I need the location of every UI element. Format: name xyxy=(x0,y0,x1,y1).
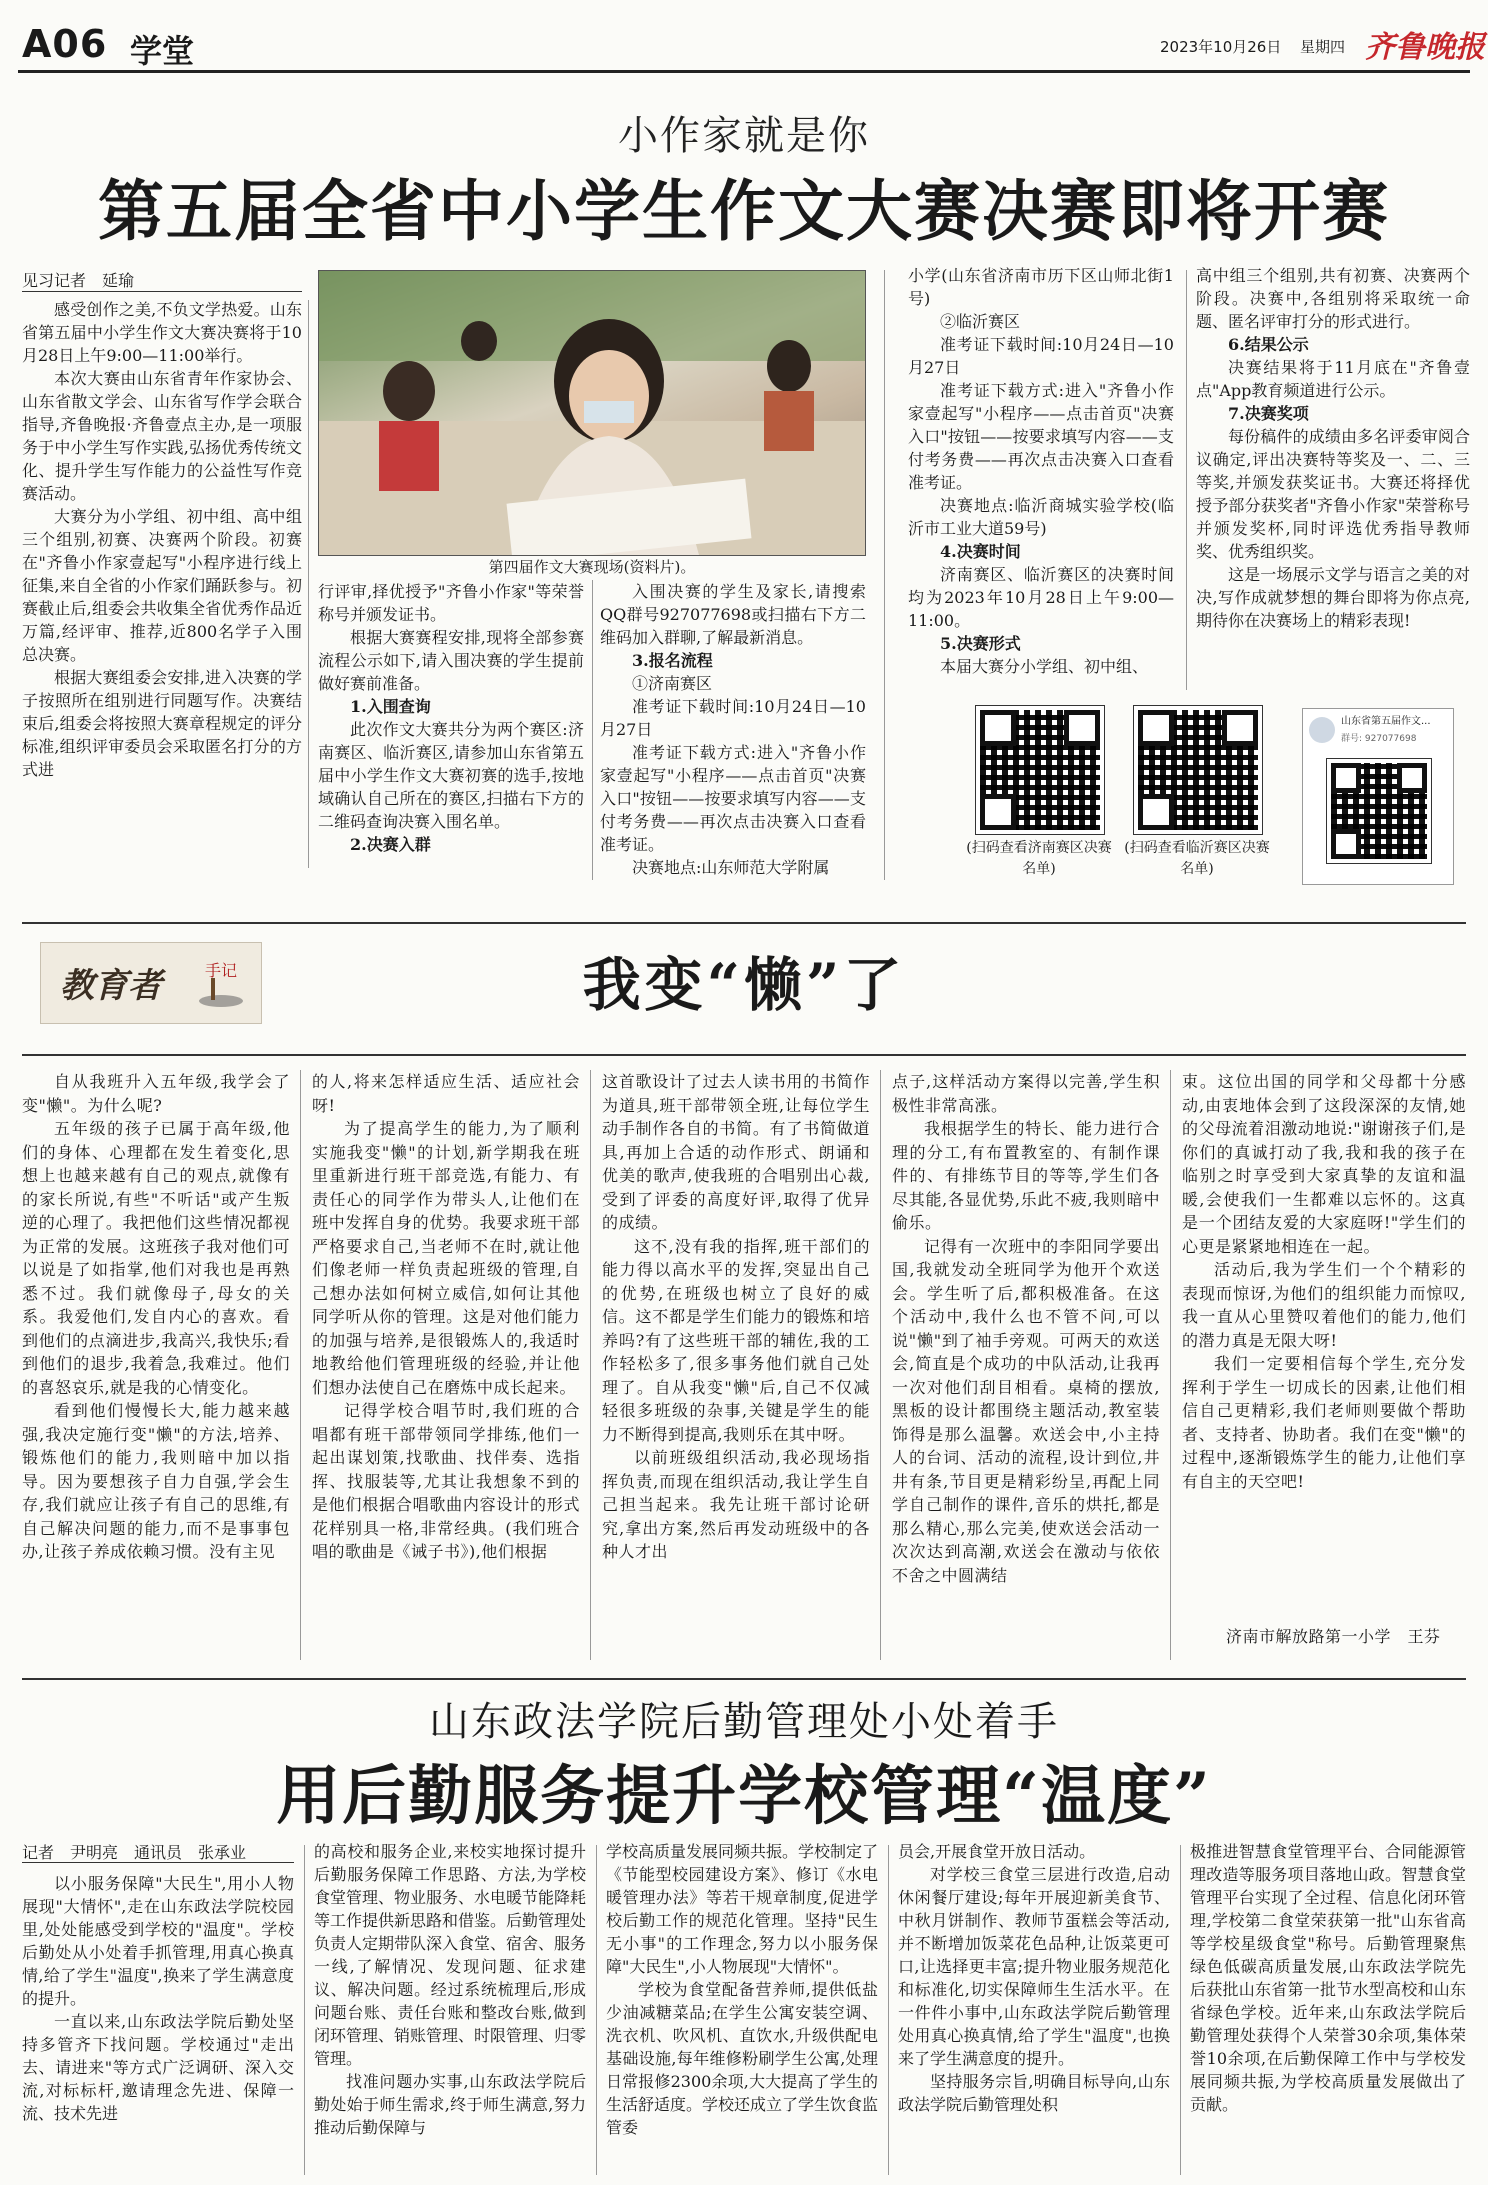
paragraph: 学校高质量发展同频共振。学校制定了《节能型校园建设方案》、修订《水电暖管理办法》等若干规章制度,促进学校后勤工作的规范化管理。坚持"民生无小事"的工作理念,努力以小服务保障"大民生",小人物展现"大情怀"。 xyxy=(606,1842,878,1976)
subhead: 4.决赛时间 xyxy=(940,542,1021,561)
issue-weekday: 星期四 xyxy=(1300,38,1346,56)
paragraph: 行评审,择优授予"齐鲁小作家"等荣誉称号并颁发证书。 xyxy=(318,582,584,624)
section-name: 学堂 xyxy=(130,32,195,70)
paragraph: 的高校和服务企业,来校实地探讨提升后勤服务保障工作思路、方法,为学校食堂管理、物业服务、水电暖节能降耗等工作提供新思路和借鉴。后勤管理处负责人定期带队深入食堂、宿舍、服务一线,了解情况、发现问题、征求建议、解决问题。经过系统梳理后,形成问题台账、责任台账和整改台账,做到闭环管理、销账管理、时限管理、归零管理。 xyxy=(314,1842,586,2068)
paragraph: 大赛分为小学组、初中组、高中组三个组别,初赛、决赛两个阶段。初赛在"齐鲁小作家壹起写"小程序进行线上征集,来自全省的小作家们踊跃参与。初赛截止后,组委会共收集全省优秀作品近万篇,经评审、推荐,近800名学子入围总决赛。 xyxy=(22,507,302,664)
paragraph: 找准问题办实事,山东政法学院后勤处始于师生需求,终于师生满意,努力推动后勤保障与 xyxy=(314,2072,586,2137)
column-divider xyxy=(596,1845,597,2175)
qr-code-jinan[interactable] xyxy=(976,706,1104,834)
column-divider xyxy=(1180,1845,1181,2175)
subhead: 6.结果公示 xyxy=(1228,335,1309,354)
contest-photo xyxy=(318,270,866,556)
section-rule xyxy=(22,1678,1466,1680)
qr-code-linyi[interactable] xyxy=(1134,706,1262,834)
article2-column-4 xyxy=(892,1070,1160,1670)
byline-rule xyxy=(22,1862,294,1863)
paragraph: 每份稿件的成绩由多名评委审阅合议确定,评出决赛特等奖及一、二、三等奖,并颁发获奖证书。大赛还将择优授予部分获奖者"齐鲁小作家"荣誉称号并颁发奖杯,同时评选优秀指导教师奖、优秀组织奖。 xyxy=(1196,427,1470,561)
paragraph: 本次大赛由山东省青年作家协会、山东省散文学会、山东省写作学会联合指导,齐鲁晚报·齐鲁壹点主办,是一项服务于中小学生写作实践,弘扬优秀传统文化、提升学生写作能力的公益性写作竞赛活动。 xyxy=(22,369,302,503)
article3-title: 用后勤服务提升学校管理“温度” xyxy=(276,1759,1212,1834)
column-divider xyxy=(880,1070,881,1660)
paragraph: 我们一定要相信每个学生,充分发挥利于学生一切成长的因素,让他们相信自己更精彩,我们老师则要做个帮助者、支持者、协助者。我们在变"懒"的过程中,逐渐锻炼学生的能力,让他们享有自主的天空吧! xyxy=(1182,1354,1466,1491)
article3-column-4 xyxy=(898,1840,1170,2178)
title-rule xyxy=(22,1054,1466,1056)
article3-column-5 xyxy=(1190,1840,1466,2178)
column-divider xyxy=(304,1845,305,2175)
column-divider xyxy=(300,1070,301,1660)
paragraph: 束。这位出国的同学和父母都十分感动,由衷地体会到了这段深深的友情,她的父母流着泪激动地说:"谢谢孩子们,是你们的真诚打动了我,我和我的孩子在临别之时享受到大家真挚的友谊和温暖,会使我们一生都难以忘怀的。这真是一个团结友爱的大家庭呀!"学生们的心更是紧紧地相连在一起。 xyxy=(1182,1072,1466,1256)
paragraph: 决赛地点:山东师范大学附属 xyxy=(632,858,830,877)
subhead: 2.决赛入群 xyxy=(350,835,431,854)
paragraph: ②临沂赛区 xyxy=(940,312,1021,331)
paragraph: 决赛地点:临沂商城实验学校(临沂市工业大道59号) xyxy=(908,496,1174,538)
paragraph: 的人,将来怎样适应生活、适应社会呀! xyxy=(312,1072,580,1115)
paragraph: 这是一场展示文学与语言之美的对决,写作成就梦想的舞台即将为你点亮,期待你在决赛场上的精彩表现! xyxy=(1196,565,1470,630)
paragraph: 根据大赛赛程安排,现将全部参赛流程公示如下,请入围决赛的学生提前做好赛前准备。 xyxy=(318,628,584,693)
paragraph: 极推进智慧食堂管理平台、合同能源管理改造等服务项目落地山政。智慧食堂管理平台实现了全过程、信息化闭环管理,学校第二食堂荣获第一批"山东省高等学校星级食堂"称号。后勤管理聚焦绿色低碳高质量发展,山东政法学院先后获批山东省第一批节水型高校和山东省绿色学校。近年来,山东政法学院后勤管理处获得个人荣誉30余项,集体荣誉10余项,在后勤保障工作中与学校发展同频共振,为学校高质量发展做出了贡献。 xyxy=(1190,1842,1466,2114)
article3-column-1 xyxy=(22,1872,294,2178)
newspaper-logo: 齐鲁晚报 xyxy=(1365,30,1485,65)
subhead: 3.报名流程 xyxy=(632,651,713,670)
header-rule xyxy=(18,70,1470,73)
qq-group-card[interactable] xyxy=(1302,708,1454,885)
paragraph: 记得有一次班中的李阳同学要出国,我就发动全班同学为他开个欢送会。学生听了后,都积极准备。在这个活动中,我什么也不管不问,可以说"懒"到了袖手旁观。可两天的欢送会,简直是个成功的中队活动,让我再一次对他们刮目相看。桌椅的摆放,黑板的设计都围绕主题活动,教室装饰得是那么温馨。欢送会中,小主持人的台词、活动的流程,设计到位,井井有条,节目更是精彩纷呈,再配上同学自己制作的课件,音乐的烘托,都是那么精心,那么完美,使欢送会活动一次次达到高潮,欢送会在激动与依依不舍之中圆满结 xyxy=(892,1236,1160,1585)
column-divider xyxy=(1170,1070,1171,1660)
subhead: 7.决赛奖项 xyxy=(1228,404,1309,423)
paragraph: 以前班级组织活动,我必现场指挥负责,而现在组织活动,我让学生自己担当起来。我先让班干部讨论研究,拿出方案,然后再发动班级中的各种人才出 xyxy=(602,1448,870,1561)
qr-caption-jinan: (扫码查看济南赛区决赛名单) xyxy=(966,840,1112,877)
group-avatar-icon xyxy=(1309,717,1335,743)
article1-column-4 xyxy=(908,264,1174,684)
subhead: 5.决赛形式 xyxy=(940,634,1021,653)
paragraph: 决赛结果将于11月底在"齐鲁壹点"App教育频道进行公示。 xyxy=(1196,358,1470,400)
paragraph: 准考证下载时间:10月24日—10月27日 xyxy=(600,697,866,739)
article1-column-3 xyxy=(600,580,866,880)
paragraph: 以小服务保障"大民生",用小人物展现"大情怀",走在山东政法学院校园里,处处能感受到学校的"温度"。学校后勤处从小处着手抓管理,用真心换真情,给了学生"温度",换来了学生满意度的提升。 xyxy=(22,1874,294,2008)
paragraph: 活动后,我为学生们一个个精彩的表现而惊讶,为他们的组织能力而惊叹,我一直从心里赞叹着他们的能力,他们的潜力真是无限大呀! xyxy=(1182,1260,1466,1350)
paragraph: 此次作文大赛共分为两个赛区:济南赛区、临沂赛区,请参加山东省第五届中小学生作文大赛初赛的选手,按地域确认自己所在的赛区,扫描右下方的二维码查询决赛入围名单。 xyxy=(318,720,584,831)
article1-column-1 xyxy=(22,298,302,868)
paragraph: 五年级的孩子已属于高年级,他们的身体、心理都在发生着变化,思想上也越来越有自己的观点,就像有的家长所说,有些"不听话"或产生叛逆的心理了。我把他们这些情况都视为正常的发展。这班孩子我对他们可以说是了如指掌,他们对我也是再熟悉不过。我们就像母子,母女的关系。我爱他们,发自内心的喜欢。看到他们的点滴进步,我高兴,我快乐;看到他们的退步,我着急,我难过。他们的喜怒哀乐,就是我的心情变化。 xyxy=(22,1119,290,1397)
article1-kicker: 小作家就是你 xyxy=(618,113,870,159)
column-divider xyxy=(884,270,885,880)
paragraph: 准考证下载方式:进入"齐鲁小作家壹起写"小程序——点击首页"决赛入口"按钮——按要求填写内容——支付考务费——再次点击决赛入口查看准考证。 xyxy=(908,381,1174,492)
column-divider xyxy=(888,1845,889,2175)
column-divider xyxy=(590,1070,591,1660)
paragraph: 点子,这样活动方案得以完善,学生积极性非常高涨。 xyxy=(892,1072,1160,1115)
paragraph: 高中组三个组别,共有初赛、决赛两个阶段。决赛中,各组别将采取统一命题、匿名评审打分的形式进行。 xyxy=(1196,266,1470,331)
paragraph: 一直以来,山东政法学院后勤处坚持多管齐下找问题。学校通过"走出去、请进来"等方式广泛调研、深入交流,对标标杆,邀请理念先进、保障一流、技术先进 xyxy=(22,2012,294,2123)
article2-author: 济南市解放路第一小学 王芬 xyxy=(1226,1627,1441,1646)
page-number: A06 xyxy=(22,22,108,66)
column-logo-text: 教育者 xyxy=(60,966,162,1006)
qq-card-title: 山东省第五届作文... xyxy=(1341,716,1431,727)
article3-column-3 xyxy=(606,1840,878,2178)
column-divider xyxy=(592,580,593,880)
article1-column-2 xyxy=(318,580,584,880)
paragraph: 这不,没有我的指挥,班干部们的能力得以高水平的发挥,突显出自己的优势,在班级也树立了良好的威信。这不都是学生们能力的锻炼和培养吗?有了这些班干部的辅佐,我的工作轻松多了,很多事务他们就自己处理了。自从我变"懒"后,自己不仅减轻很多班级的杂事,关键是学生的能力不断得到提高,我则乐在其中呀。 xyxy=(602,1236,870,1444)
paragraph: ①济南赛区 xyxy=(632,674,713,693)
paragraph: 看到他们慢慢长大,能力越来越强,我决定施行变"懒"的方法,培养、锻炼他们的能力,我则暗中加以指导。因为要想孩子自力自强,学会生存,我们就应让孩子有自己的思维,有自己解决问题的能力,而不是事事包办,让孩子养成依赖习惯。没有主见 xyxy=(22,1401,290,1561)
issue-date: 2023年10月26日 xyxy=(1160,38,1282,56)
article1-byline: 见习记者 延瑜 xyxy=(22,271,135,290)
paragraph: 入围决赛的学生及家长,请搜索QQ群号927077698或扫描右下方二维码加入群聊,了解最新消息。 xyxy=(600,582,866,647)
paragraph: 记得学校合唱节时,我们班的合唱都有班干部带领同学排练,他们一起出谋划策,找歌曲、找伴奏、选指挥、找服装等,尤其让我想象不到的是他们根据合唱歌曲内容设计的形式花样别具一格,非常经典。(我们班合唱的歌曲是《诫子书》),他们根据 xyxy=(312,1401,580,1561)
article3-column-2 xyxy=(314,1840,586,2178)
article2-title: 我变“懒”了 xyxy=(582,951,906,1019)
paragraph: 本届大赛分小学组、初中组、 xyxy=(940,657,1149,676)
paragraph: 准考证下载时间:10月24日—10月27日 xyxy=(908,335,1174,377)
article2-column-2 xyxy=(312,1070,580,1670)
byline-rule xyxy=(22,291,302,292)
qq-card-number: 群号: 927077698 xyxy=(1341,734,1417,744)
paragraph: 学校为食堂配备营养师,提供低盐少油减糖菜品;在学生公寓安装空调、洗衣机、吹风机、直饮水,升级供配电基础设施,每年维修粉刷学生公寓,处理日常报修2300余项,大大提高了学生的生活舒适度。学校还成立了学生饮食监管委 xyxy=(606,1980,878,2137)
paragraph: 小学(山东省济南市历下区山师北街1号) xyxy=(908,266,1174,308)
article3-byline: 记者 尹明亮 通讯员 张承业 xyxy=(22,1843,247,1862)
article3-kicker: 山东政法学院后勤管理处小处着手 xyxy=(429,1699,1059,1745)
paragraph: 根据大赛组委会安排,进入决赛的学子按照所在组别进行同题写作。决赛结束后,组委会将按照大赛章程规定的评分标准,组织评审委员会采取匿名打分的方式进 xyxy=(22,668,302,779)
paragraph: 坚持服务宗旨,明确目标导向,山东政法学院后勤管理处积 xyxy=(898,2072,1170,2114)
article2-column-1 xyxy=(22,1070,290,1670)
paragraph: 对学校三食堂三层进行改造,启动休闲餐厅建设;每年开展迎新美食节、中秋月饼制作、教师节蛋糕会等活动,并不断增加饭菜花色品种,让饭菜更可口,让选择更丰富;提升物业服务规范化和标准化,切实保障师生生活水平。在一件件小事中,山东政法学院后勤管理处用真心换真情,给了学生"温度",也换来了学生满意度的提升。 xyxy=(898,1865,1170,2068)
paragraph: 济南赛区、临沂赛区的决赛时间均为2023年10月28日上午9:00—11:00。 xyxy=(908,565,1174,630)
subhead: 1.入围查询 xyxy=(350,697,431,716)
paragraph: 自从我班升入五年级,我学会了变"懒"。为什么呢? xyxy=(22,1072,290,1115)
qr-caption-linyi: (扫码查看临沂赛区决赛名单) xyxy=(1124,840,1270,877)
qq-group-qr-code[interactable] xyxy=(1327,759,1431,863)
column-divider xyxy=(308,300,309,868)
student-writing-image xyxy=(319,271,865,555)
paragraph: 这首歌设计了过去人读书用的书简作为道具,班干部带领全班,让每位学生动手制作各自的书简。有了书简做道具,再加上合适的动作形式、朗诵和优美的歌声,使我班的合唱别出心裁,受到了评委的高度好评,取得了优异的成绩。 xyxy=(602,1072,870,1232)
paragraph: 我根据学生的特长、能力进行合理的分工,有布置教室的、有制作课件的、有排练节目的等等,学生们各尽其能,各显优势,乐此不疲,我则暗中偷乐。 xyxy=(892,1119,1160,1232)
paragraph: 感受创作之美,不负文学热爱。山东省第五届中小学生作文大赛决赛将于10月28日上午9:00—11:00举行。 xyxy=(22,300,302,365)
article2-column-5 xyxy=(1182,1070,1466,1618)
column-divider xyxy=(1186,270,1187,690)
paragraph: 员会,开展食堂开放日活动。 xyxy=(898,1842,1096,1861)
article1-title: 第五届全省中小学生作文大赛决赛即将开赛 xyxy=(98,172,1390,250)
article1-column-5 xyxy=(1196,264,1470,684)
paragraph: 为了提高学生的能力,为了顺利实施我变"懒"的计划,新学期我在班里重新进行班干部竞选,有能力、有责任心的同学作为带头人,让他们在班中发挥自身的优势。我要求班干部严格要求自己,当老师不在时,就让他们像老师一样负责起班级的管理,自己想办法如何树立威信,如何让其他同学听从你的管理。这是对他们能力的加强与培养,是很锻炼人的,我适时地教给他们管理班级的经验,并让他们想办法使自己在磨炼中成长起来。 xyxy=(312,1119,580,1397)
section-rule xyxy=(22,922,1466,924)
paragraph: 准考证下载方式:进入"齐鲁小作家壹起写"小程序——点击首页"决赛入口"按钮——按要求填写内容——支付考务费——再次点击决赛入口查看准考证。 xyxy=(600,743,866,854)
column-logo-subtitle: 手记 xyxy=(205,961,238,980)
article2-column-3 xyxy=(602,1070,870,1670)
photo-caption: 第四届作文大赛现场(资料片)。 xyxy=(488,558,696,576)
